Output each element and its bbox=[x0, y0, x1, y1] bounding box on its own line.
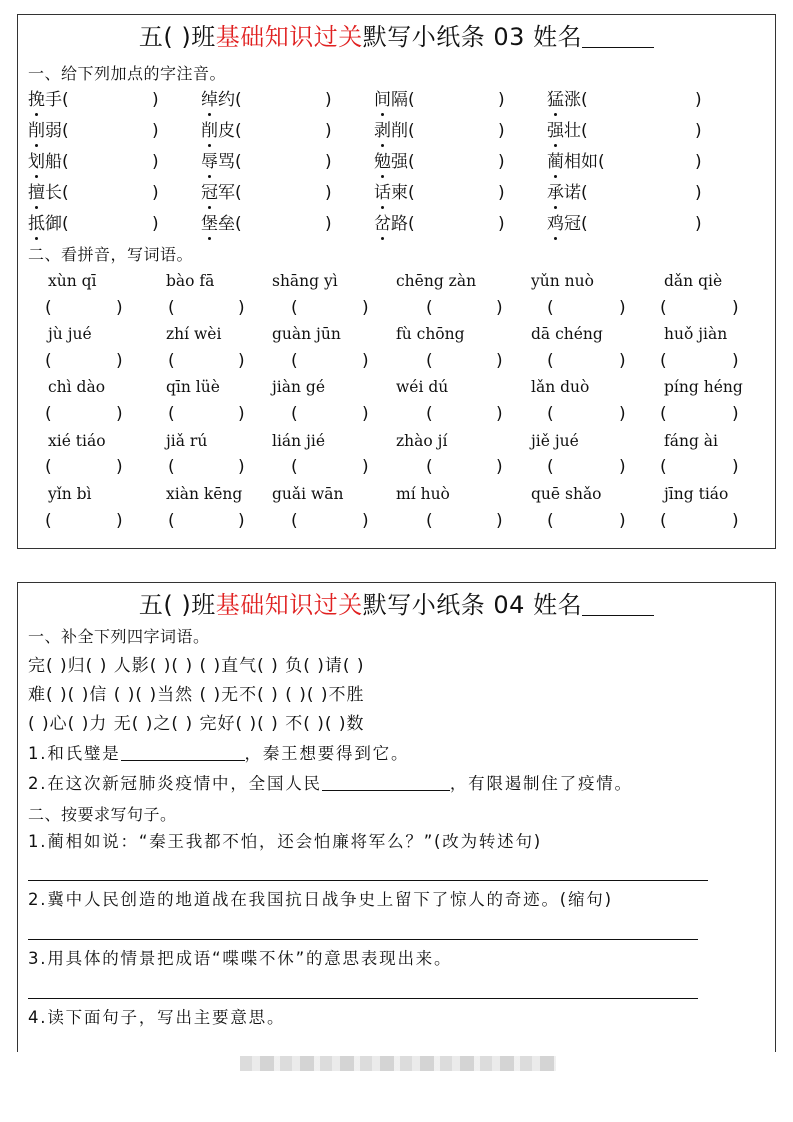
answer-box-close: ) bbox=[496, 351, 503, 371]
answer-box-close: ) bbox=[619, 298, 626, 318]
answer-box-open[interactable]: ( bbox=[291, 351, 298, 371]
pinyin-label: jīng tiáo bbox=[664, 485, 729, 503]
answer-paren-close: ) bbox=[498, 214, 505, 234]
answer-box-close: ) bbox=[116, 404, 123, 424]
answer-paren-open[interactable]: ( bbox=[235, 152, 242, 172]
answer-paren-close: ) bbox=[695, 183, 702, 203]
sentence-question: 4.读下面句子，写出主要意思。 bbox=[28, 1008, 286, 1027]
pinyin-label: qīn lüè bbox=[166, 378, 220, 396]
word-character: 骂 bbox=[218, 152, 235, 172]
dotted-character: 堡 bbox=[201, 214, 218, 234]
question-text: 2.在这次新冠肺炎疫情中，全国人民 bbox=[28, 774, 322, 793]
answer-box-open[interactable]: ( bbox=[660, 511, 667, 531]
answer-paren-close: ) bbox=[152, 152, 159, 172]
sentence-question: 2.冀中人民创造的地道战在我国抗日战争史上留下了惊人的奇迹。(缩句) bbox=[28, 890, 613, 909]
answer-box-open[interactable]: ( bbox=[426, 351, 433, 371]
answer-box-close: ) bbox=[362, 298, 369, 318]
pinyin-label: jiàn gé bbox=[272, 378, 326, 396]
pinyin-label: lǎn duò bbox=[531, 378, 590, 396]
pinyin-label: fù chōng bbox=[396, 325, 465, 343]
word-item bbox=[374, 88, 415, 112]
answer-box-close: ) bbox=[362, 511, 369, 531]
answer-box-open[interactable]: ( bbox=[168, 404, 175, 424]
answer-box-open[interactable]: ( bbox=[660, 457, 667, 477]
answer-paren-close: ) bbox=[695, 152, 702, 172]
dotted-character: 岔 bbox=[374, 214, 391, 234]
pinyin-label: xùn qī bbox=[48, 272, 97, 290]
answer-box-open[interactable]: ( bbox=[45, 351, 52, 371]
question-text: ，秦王想要得到它。 bbox=[244, 744, 410, 763]
word-character: 手 bbox=[45, 90, 62, 110]
word-item bbox=[201, 150, 242, 174]
answer-box-open[interactable]: ( bbox=[168, 511, 175, 531]
answer-box-open[interactable]: ( bbox=[45, 511, 52, 531]
dotted-character: 削 bbox=[28, 121, 45, 141]
pinyin-label: guǎi wān bbox=[272, 485, 344, 503]
answer-paren-open[interactable]: ( bbox=[581, 90, 588, 110]
name-blank[interactable] bbox=[582, 25, 654, 48]
pinyin-label: xié tiáo bbox=[48, 432, 106, 450]
sentence-question: 1.蔺相如说：“秦王我都不怕，还会怕廉将军么？”(改为转述句) bbox=[28, 832, 543, 851]
title-suffix: 默写小纸条 04 姓名 bbox=[362, 591, 583, 619]
answer-box-open[interactable]: ( bbox=[547, 511, 554, 531]
word-character: 御 bbox=[45, 214, 62, 234]
answer-paren-open[interactable]: ( bbox=[235, 214, 242, 234]
dotted-character: 划 bbox=[28, 152, 45, 172]
answer-paren-open[interactable]: ( bbox=[62, 214, 69, 234]
word-item bbox=[547, 88, 588, 112]
pinyin-label: píng héng bbox=[664, 378, 743, 396]
pinyin-label: shāng yì bbox=[272, 272, 338, 290]
answer-box-close: ) bbox=[732, 457, 739, 477]
word-character: 路 bbox=[391, 214, 408, 234]
answer-box-close: ) bbox=[362, 351, 369, 371]
answer-paren-close: ) bbox=[152, 183, 159, 203]
idiom-row: 完( )归( ) 人影( )( ) ( )直气( ) 负( )请( ) bbox=[28, 656, 365, 676]
answer-box-close: ) bbox=[619, 404, 626, 424]
word-character: 相 bbox=[564, 152, 581, 172]
pinyin-label: guàn jūn bbox=[272, 325, 341, 343]
word-item bbox=[374, 119, 415, 143]
answer-box-close: ) bbox=[238, 404, 245, 424]
pinyin-label: xiàn kēng bbox=[166, 485, 243, 503]
worksheet-04 bbox=[17, 582, 776, 1052]
answer-paren-open[interactable]: ( bbox=[235, 183, 242, 203]
answer-box-open[interactable]: ( bbox=[291, 404, 298, 424]
answer-box-close: ) bbox=[732, 511, 739, 531]
pinyin-label: zhào jí bbox=[396, 432, 448, 450]
dotted-character: 削 bbox=[201, 121, 218, 141]
word-character: 长 bbox=[45, 183, 62, 203]
word-item bbox=[374, 181, 415, 205]
word-character: 诺 bbox=[564, 183, 581, 203]
answer-box-close: ) bbox=[238, 511, 245, 531]
answer-box-close: ) bbox=[496, 511, 503, 531]
answer-box-close: ) bbox=[619, 511, 626, 531]
section-heading: 一、补全下列四字词语。 bbox=[28, 627, 210, 646]
answer-paren-close: ) bbox=[325, 152, 332, 172]
answer-box-close: ) bbox=[496, 298, 503, 318]
answer-box-open[interactable]: ( bbox=[168, 298, 175, 318]
answer-paren-open[interactable]: ( bbox=[62, 183, 69, 203]
dotted-character: 蔺 bbox=[547, 152, 564, 172]
dotted-character: 鸡 bbox=[547, 214, 564, 234]
answer-box-open[interactable]: ( bbox=[660, 351, 667, 371]
dotted-character: 强 bbox=[547, 121, 564, 141]
word-item bbox=[547, 119, 588, 143]
worksheet-title bbox=[18, 590, 775, 620]
answer-paren-close: ) bbox=[152, 214, 159, 234]
pinyin-label: fáng ài bbox=[664, 432, 719, 450]
word-character: 壮 bbox=[564, 121, 581, 141]
word-character: 冠 bbox=[564, 214, 581, 234]
answer-line[interactable] bbox=[28, 880, 708, 881]
word-item bbox=[547, 212, 588, 236]
answer-box-close: ) bbox=[619, 351, 626, 371]
answer-blank[interactable] bbox=[322, 772, 450, 791]
answer-paren-close: ) bbox=[498, 121, 505, 141]
word-item bbox=[201, 212, 242, 236]
answer-box-open[interactable]: ( bbox=[426, 457, 433, 477]
answer-box-open[interactable]: ( bbox=[660, 298, 667, 318]
answer-box-open[interactable]: ( bbox=[168, 351, 175, 371]
word-character: 削 bbox=[391, 121, 408, 141]
answer-paren-open[interactable]: ( bbox=[62, 152, 69, 172]
word-item bbox=[28, 181, 69, 205]
pinyin-label: quē shǎo bbox=[531, 485, 602, 503]
name-blank[interactable] bbox=[582, 593, 654, 616]
answer-paren-open[interactable]: ( bbox=[581, 214, 588, 234]
answer-box-open[interactable]: ( bbox=[45, 298, 52, 318]
word-character: 约 bbox=[218, 90, 235, 110]
pinyin-label: bào fā bbox=[166, 272, 215, 290]
answer-paren-close: ) bbox=[695, 214, 702, 234]
pinyin-label: dā chéng bbox=[531, 325, 603, 343]
answer-box-open[interactable]: ( bbox=[426, 511, 433, 531]
pinyin-label: chēng zàn bbox=[396, 272, 477, 290]
fill-question bbox=[28, 742, 409, 766]
answer-box-close: ) bbox=[496, 457, 503, 477]
word-character: 军 bbox=[218, 183, 235, 203]
word-item bbox=[201, 119, 242, 143]
dotted-character: 话 bbox=[374, 183, 391, 203]
dotted-character: 辱 bbox=[201, 152, 218, 172]
dotted-character: 猛 bbox=[547, 90, 564, 110]
pinyin-label: zhí wèi bbox=[166, 325, 222, 343]
dotted-character: 承 bbox=[547, 183, 564, 203]
answer-paren-close: ) bbox=[152, 90, 159, 110]
answer-paren-open[interactable]: ( bbox=[235, 90, 242, 110]
word-item bbox=[201, 88, 242, 112]
word-character: 柬 bbox=[391, 183, 408, 203]
answer-box-open[interactable]: ( bbox=[426, 298, 433, 318]
blurred-watermark bbox=[240, 1056, 556, 1071]
word-character: 强 bbox=[391, 152, 408, 172]
section-heading: 二、按要求写句子。 bbox=[28, 805, 177, 824]
dotted-character: 挽 bbox=[28, 90, 45, 110]
word-item bbox=[28, 212, 69, 236]
dotted-character: 绰 bbox=[201, 90, 218, 110]
answer-box-open[interactable]: ( bbox=[547, 298, 554, 318]
answer-box-open[interactable]: ( bbox=[168, 457, 175, 477]
answer-paren-close: ) bbox=[325, 90, 332, 110]
answer-paren-open[interactable]: ( bbox=[62, 121, 69, 141]
answer-box-close: ) bbox=[362, 457, 369, 477]
answer-paren-open[interactable]: ( bbox=[408, 183, 415, 203]
answer-box-close: ) bbox=[619, 457, 626, 477]
word-item bbox=[547, 150, 605, 174]
answer-box-open[interactable]: ( bbox=[547, 351, 554, 371]
answer-box-open[interactable]: ( bbox=[291, 298, 298, 318]
word-character: 垒 bbox=[218, 214, 235, 234]
worksheet-03 bbox=[17, 14, 776, 549]
pinyin-label: yǐn bì bbox=[48, 485, 92, 503]
answer-box-open[interactable]: ( bbox=[45, 404, 52, 424]
dotted-character: 勉 bbox=[374, 152, 391, 172]
question-text: ，有限遏制住了疫情。 bbox=[449, 774, 633, 793]
pinyin-label: lián jié bbox=[272, 432, 326, 450]
word-item bbox=[374, 212, 415, 236]
pinyin-label: jiě jué bbox=[531, 432, 579, 450]
dotted-character: 冠 bbox=[201, 183, 218, 203]
answer-box-close: ) bbox=[116, 351, 123, 371]
word-item bbox=[547, 181, 588, 205]
answer-box-open[interactable]: ( bbox=[291, 457, 298, 477]
answer-line[interactable] bbox=[28, 998, 698, 999]
answer-paren-close: ) bbox=[325, 121, 332, 141]
answer-paren-close: ) bbox=[498, 152, 505, 172]
title-class: 五( )班 bbox=[138, 23, 216, 51]
answer-paren-open[interactable]: ( bbox=[598, 152, 605, 172]
answer-paren-open[interactable]: ( bbox=[235, 121, 242, 141]
word-character: 如 bbox=[581, 152, 598, 172]
answer-paren-open[interactable]: ( bbox=[408, 152, 415, 172]
idiom-row: ( )心( )力 无( )之( ) 完好( )( ) 不( )( )数 bbox=[28, 714, 365, 734]
answer-box-close: ) bbox=[362, 404, 369, 424]
pinyin-label: wéi dú bbox=[396, 378, 449, 396]
answer-paren-close: ) bbox=[325, 214, 332, 234]
title-highlight: 基础知识过关 bbox=[215, 591, 363, 619]
pinyin-label: jù jué bbox=[48, 325, 92, 343]
title-highlight: 基础知识过关 bbox=[215, 23, 363, 51]
answer-paren-open[interactable]: ( bbox=[62, 90, 69, 110]
answer-box-close: ) bbox=[732, 351, 739, 371]
answer-line[interactable] bbox=[28, 939, 698, 940]
answer-box-close: ) bbox=[732, 404, 739, 424]
idiom-row: 难( )( )信 ( )( )当然 ( )无不( ) ( )( )不胜 bbox=[28, 685, 365, 705]
section-heading: 二、看拼音，写词语。 bbox=[28, 245, 194, 264]
pinyin-label: huǒ jiàn bbox=[664, 325, 728, 343]
answer-box-close: ) bbox=[496, 404, 503, 424]
question-text: 1.和氏璧是 bbox=[28, 744, 121, 763]
word-item bbox=[28, 119, 69, 143]
answer-paren-close: ) bbox=[498, 90, 505, 110]
word-item bbox=[374, 150, 415, 174]
word-character: 船 bbox=[45, 152, 62, 172]
pinyin-label: chì dào bbox=[48, 378, 106, 396]
title-suffix: 默写小纸条 03 姓名 bbox=[362, 23, 583, 51]
section-heading: 一、给下列加点的字注音。 bbox=[28, 64, 227, 83]
answer-box-open[interactable]: ( bbox=[547, 457, 554, 477]
answer-box-close: ) bbox=[116, 457, 123, 477]
answer-paren-close: ) bbox=[695, 90, 702, 110]
word-character: 涨 bbox=[564, 90, 581, 110]
worksheet-title bbox=[18, 22, 775, 52]
sentence-question: 3.用具体的情景把成语“喋喋不休”的意思表现出来。 bbox=[28, 949, 453, 968]
pinyin-label: yǔn nuò bbox=[531, 272, 594, 290]
answer-box-open[interactable]: ( bbox=[547, 404, 554, 424]
answer-box-close: ) bbox=[732, 298, 739, 318]
answer-box-close: ) bbox=[238, 351, 245, 371]
answer-paren-open[interactable]: ( bbox=[408, 214, 415, 234]
answer-paren-close: ) bbox=[498, 183, 505, 203]
answer-box-close: ) bbox=[116, 298, 123, 318]
answer-blank[interactable] bbox=[121, 742, 245, 761]
dotted-character: 剥 bbox=[374, 121, 391, 141]
answer-box-open[interactable]: ( bbox=[45, 457, 52, 477]
answer-box-close: ) bbox=[116, 511, 123, 531]
answer-paren-open[interactable]: ( bbox=[581, 183, 588, 203]
answer-paren-close: ) bbox=[695, 121, 702, 141]
pinyin-label: jiǎ rú bbox=[166, 432, 208, 450]
fill-question bbox=[28, 772, 633, 796]
word-character: 隔 bbox=[391, 90, 408, 110]
answer-box-close: ) bbox=[238, 298, 245, 318]
answer-paren-open[interactable]: ( bbox=[581, 121, 588, 141]
pinyin-label: mí huò bbox=[396, 485, 450, 503]
dotted-character: 擅 bbox=[28, 183, 45, 203]
answer-paren-open[interactable]: ( bbox=[408, 90, 415, 110]
word-character: 弱 bbox=[45, 121, 62, 141]
answer-box-open[interactable]: ( bbox=[660, 404, 667, 424]
answer-box-close: ) bbox=[238, 457, 245, 477]
dotted-character: 抵 bbox=[28, 214, 45, 234]
dotted-character: 间 bbox=[374, 90, 391, 110]
answer-paren-open[interactable]: ( bbox=[408, 121, 415, 141]
answer-paren-close: ) bbox=[325, 183, 332, 203]
answer-box-open[interactable]: ( bbox=[426, 404, 433, 424]
answer-paren-close: ) bbox=[152, 121, 159, 141]
word-item bbox=[28, 150, 69, 174]
pinyin-label: dǎn qiè bbox=[664, 272, 723, 290]
word-item bbox=[201, 181, 242, 205]
word-item bbox=[28, 88, 69, 112]
word-character: 皮 bbox=[218, 121, 235, 141]
answer-box-open[interactable]: ( bbox=[291, 511, 298, 531]
title-class: 五( )班 bbox=[138, 591, 216, 619]
